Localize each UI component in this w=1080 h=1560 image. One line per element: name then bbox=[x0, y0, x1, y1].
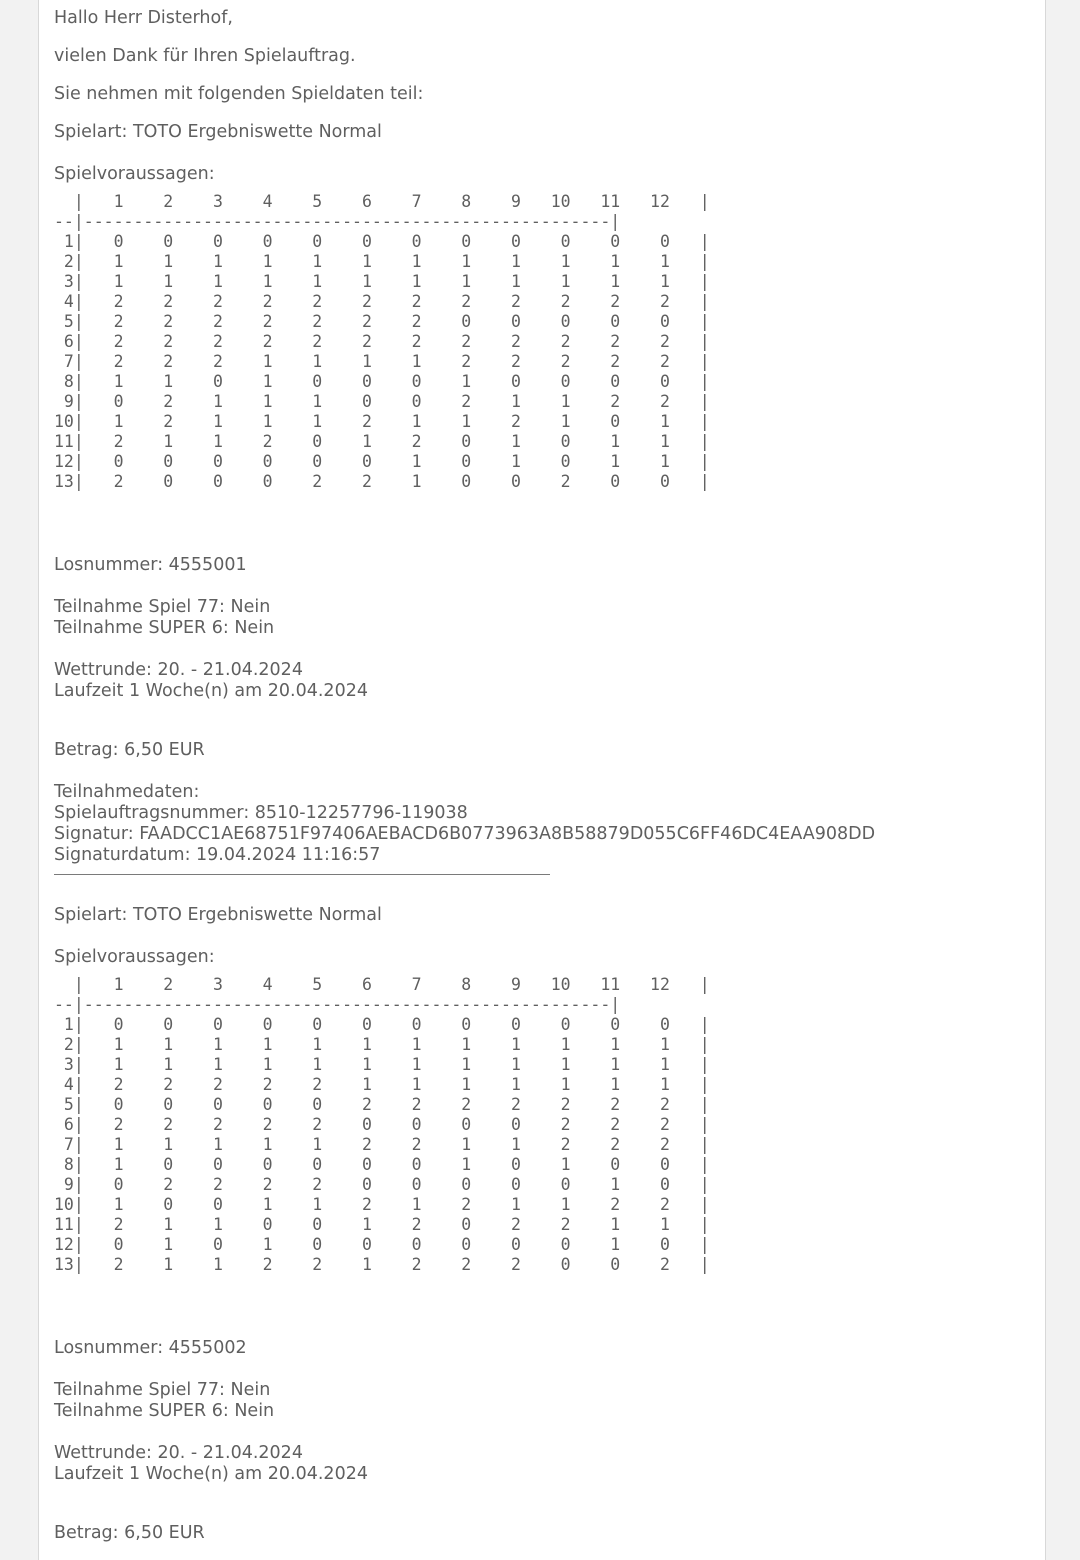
predictions-table bbox=[54, 975, 1034, 1275]
table-row: 4| 2 2 2 2 2 1 1 1 1 1 1 1 | bbox=[54, 1075, 710, 1094]
table-row: 9| 0 2 2 2 2 0 0 0 0 0 1 0 | bbox=[54, 1175, 710, 1194]
thanks-text: vielen Dank für Ihren Spielauftrag. bbox=[54, 46, 356, 66]
table-separator: --|-----------------------------------------------------| bbox=[54, 212, 621, 231]
spiel77-text: Teilnahme Spiel 77: Nein bbox=[54, 597, 271, 617]
signaturdatum-text: Signaturdatum: 19.04.2024 11:16:57 bbox=[54, 845, 381, 865]
table-row: 6| 2 2 2 2 2 0 0 0 0 2 2 2 | bbox=[54, 1115, 710, 1134]
table-row: 8| 1 1 0 1 0 0 0 1 0 0 0 0 | bbox=[54, 372, 710, 391]
greeting-text: Hallo Herr Disterhof, bbox=[54, 8, 233, 28]
spielvoraussagen-label: Spielvoraussagen: bbox=[54, 164, 215, 184]
ticket-block bbox=[54, 905, 1034, 1544]
table-row: 12| 0 0 0 0 0 0 1 0 1 0 1 1 | bbox=[54, 452, 710, 471]
table-header: | 1 2 3 4 5 6 7 8 9 10 11 12 | bbox=[54, 192, 710, 211]
table-row: 7| 2 2 2 1 1 1 1 2 2 2 2 2 | bbox=[54, 352, 710, 371]
betrag-text: Betrag: 6,50 EUR bbox=[54, 740, 205, 760]
email-content bbox=[54, 0, 1034, 1544]
table-row: 5| 0 0 0 0 0 2 2 2 2 2 2 2 | bbox=[54, 1095, 710, 1114]
table-row: 7| 1 1 1 1 1 2 2 1 1 2 2 2 | bbox=[54, 1135, 710, 1154]
table-row: 1| 0 0 0 0 0 0 0 0 0 0 0 0 | bbox=[54, 232, 710, 251]
table-row: 13| 2 0 0 0 2 2 1 0 0 2 0 0 | bbox=[54, 472, 710, 491]
table-header: | 1 2 3 4 5 6 7 8 9 10 11 12 | bbox=[54, 975, 710, 994]
table-row: 10| 1 2 1 1 1 2 1 1 2 1 0 1 | bbox=[54, 412, 710, 431]
spielart-text: Spielart: TOTO Ergebniswette Normal bbox=[54, 905, 382, 925]
table-row: 3| 1 1 1 1 1 1 1 1 1 1 1 1 | bbox=[54, 272, 710, 291]
table-row: 12| 0 1 0 1 0 0 0 0 0 0 1 0 | bbox=[54, 1235, 710, 1254]
teilnahmedaten-label: Teilnahmedaten: bbox=[54, 782, 200, 802]
laufzeit-text: Laufzeit 1 Woche(n) am 20.04.2024 bbox=[54, 681, 368, 701]
spielvoraussagen-label: Spielvoraussagen: bbox=[54, 947, 215, 967]
table-row: 2| 1 1 1 1 1 1 1 1 1 1 1 1 | bbox=[54, 1035, 710, 1054]
losnummer-text: Losnummer: 4555001 bbox=[54, 555, 247, 575]
super6-text: Teilnahme SUPER 6: Nein bbox=[54, 1401, 275, 1421]
table-row: 11| 2 1 1 2 0 1 2 0 1 0 1 1 | bbox=[54, 432, 710, 451]
table-row: 4| 2 2 2 2 2 2 2 2 2 2 2 2 | bbox=[54, 292, 710, 311]
table-row: 10| 1 0 0 1 1 2 1 2 1 1 2 2 | bbox=[54, 1195, 710, 1214]
table-row: 8| 1 0 0 0 0 0 0 1 0 1 0 0 | bbox=[54, 1155, 710, 1174]
spiel77-text: Teilnahme Spiel 77: Nein bbox=[54, 1380, 271, 1400]
ticket-block bbox=[54, 122, 1034, 875]
intro-text: Sie nehmen mit folgenden Spieldaten teil: bbox=[54, 84, 424, 104]
table-row: 9| 0 2 1 1 1 0 0 2 1 1 2 2 | bbox=[54, 392, 710, 411]
table-row: 2| 1 1 1 1 1 1 1 1 1 1 1 1 | bbox=[54, 252, 710, 271]
betrag-text: Betrag: 6,50 EUR bbox=[54, 1523, 205, 1543]
spielart-text: Spielart: TOTO Ergebniswette Normal bbox=[54, 122, 382, 142]
signatur-text: Signatur: FAADCC1AE68751F97406AEBACD6B0773963A8B58879D055C6FF46DC4EAA908DD bbox=[54, 824, 876, 844]
wettrunde-text: Wettrunde: 20. - 21.04.2024 bbox=[54, 1443, 303, 1463]
auftragsnummer-text: Spielauftragsnummer: 8510-12257796-119038 bbox=[54, 803, 468, 823]
table-row: 13| 2 1 1 2 2 1 2 2 2 0 0 2 | bbox=[54, 1255, 710, 1274]
losnummer-text: Losnummer: 4555002 bbox=[54, 1338, 247, 1358]
predictions-table bbox=[54, 192, 1034, 492]
table-row: 1| 0 0 0 0 0 0 0 0 0 0 0 0 | bbox=[54, 1015, 710, 1034]
table-row: 5| 2 2 2 2 2 2 2 0 0 0 0 0 | bbox=[54, 312, 710, 331]
table-separator: --|-----------------------------------------------------| bbox=[54, 995, 621, 1014]
table-row: 11| 2 1 1 0 0 1 2 0 2 2 1 1 | bbox=[54, 1215, 710, 1234]
table-row: 6| 2 2 2 2 2 2 2 2 2 2 2 2 | bbox=[54, 332, 710, 351]
laufzeit-text: Laufzeit 1 Woche(n) am 20.04.2024 bbox=[54, 1464, 368, 1484]
wettrunde-text: Wettrunde: 20. - 21.04.2024 bbox=[54, 660, 303, 680]
table-row: 3| 1 1 1 1 1 1 1 1 1 1 1 1 | bbox=[54, 1055, 710, 1074]
super6-text: Teilnahme SUPER 6: Nein bbox=[54, 618, 275, 638]
